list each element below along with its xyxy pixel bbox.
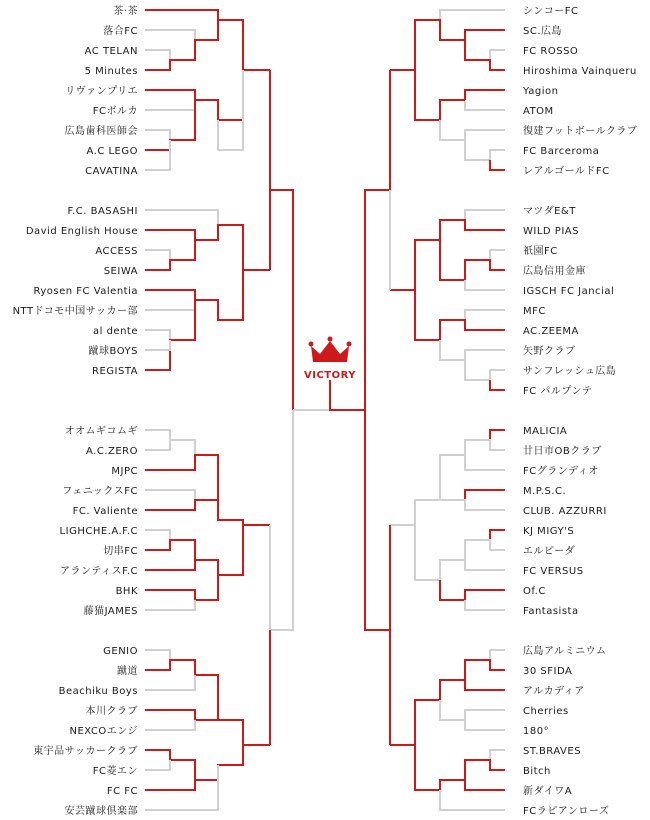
right-team-names: [522, 6, 637, 817]
right-team-name: エルピーダ: [523, 546, 576, 557]
left-team-name: フェニックスFC: [62, 486, 138, 497]
left-team-name: David English House: [25, 226, 138, 237]
left-team-name: 本川クラブ: [85, 706, 138, 717]
right-team-name: WILD PIAS: [523, 226, 579, 237]
crown-jewel-right: [347, 342, 352, 347]
left-team-name: 茶·茶: [113, 6, 138, 17]
left-team-name: 安芸蹴球倶楽部: [64, 806, 138, 817]
left-team-name: GENIO: [103, 646, 138, 657]
left-team-name: A.C LEGO: [86, 146, 138, 157]
left-team-name: FCボルカ: [92, 106, 138, 117]
left-team-name: 5 Minutes: [84, 66, 138, 77]
right-team-name: マツダE&T: [523, 206, 576, 217]
right-team-name: ATOM: [523, 106, 554, 117]
right-team-name: FCラピアンローズ: [523, 806, 610, 817]
right-team-name: Hiroshima Vainqueru: [523, 66, 637, 77]
right-team-name: 矢野クラブ: [523, 346, 576, 357]
left-team-name: F.C. BASASHI: [67, 206, 138, 217]
left-team-name: 切串FC: [103, 546, 138, 557]
right-team-name: IGSCH FC Jancial: [523, 286, 615, 297]
right-team-name: CLUB. AZZURRI: [523, 506, 607, 517]
right-team-name: 祇園FC: [523, 246, 558, 257]
left-team-name: CAVATINA: [85, 166, 138, 177]
right-team-name: アルカディア: [523, 686, 585, 697]
left-team-name: SEIWA: [103, 266, 138, 277]
right-team-name: KJ MIGY'S: [523, 526, 575, 537]
right-team-name: FC VERSUS: [523, 566, 584, 577]
left-team-name: FC FC: [106, 786, 138, 797]
left-team-name: NTTドコモ中国サッカー部: [12, 306, 138, 317]
left-team-names: [13, 4, 138, 817]
right-team-name: 広島信用金庫: [523, 266, 586, 277]
left-team-name: 広島歯科医師会: [64, 126, 138, 137]
right-team-name: Cherries: [523, 706, 569, 717]
right-team-name: Of.C: [523, 586, 546, 597]
right-team-name: サンフレッシュ広島: [523, 366, 617, 377]
bracket-lines: [145, 10, 505, 810]
right-team-name: 180°: [523, 726, 550, 737]
left-team-name: MJPC: [111, 466, 138, 477]
right-team-name: FC Barceroma: [523, 146, 600, 157]
right-team-name: M.P.S.C.: [523, 486, 567, 497]
right-team-name: シンコーFC: [523, 6, 579, 17]
right-team-name: Fantasista: [523, 606, 579, 617]
left-team-name: 東宇品サッカークラブ: [33, 746, 138, 757]
left-team-name: BHK: [115, 586, 138, 597]
left-team-name: REGISTA: [92, 366, 138, 377]
right-team-name: Yagion: [523, 86, 559, 97]
right-team-name: 廿日市OBクラブ: [523, 446, 602, 457]
right-team-name: ST.BRAVES: [523, 746, 582, 757]
left-team-name: オオムギコムギ: [64, 426, 138, 437]
left-team-name: Beachiku Boys: [58, 686, 138, 697]
left-team-name: リヴァンプリエ: [65, 86, 138, 97]
left-team-name: アランティスF.C: [59, 566, 138, 577]
left-team-name: 蹴道: [117, 666, 138, 677]
right-team-name: MFC: [523, 306, 546, 317]
left-team-name: LIGHCHE.A.F.C: [59, 526, 138, 537]
right-team-name: FCグランディオ: [523, 466, 599, 477]
right-team-name: FC パルプンテ: [523, 386, 593, 397]
left-team-name: 藤猫JAMES: [83, 606, 138, 617]
right-team-name: レアルゴールドFC: [523, 166, 610, 177]
left-team-name: 落合FC: [103, 26, 138, 37]
victory-crown: [304, 337, 356, 382]
left-team-name: 蹴球BOYS: [88, 346, 138, 357]
right-team-name: 30 SFIDA: [523, 666, 573, 677]
left-team-name: A.C.ZERO: [86, 446, 138, 457]
crown-jewel-center: [328, 337, 333, 342]
left-team-name: ACCESS: [95, 246, 138, 257]
right-team-name: AC.ZEEMA: [523, 326, 579, 337]
left-team-name: al dente: [93, 326, 138, 337]
right-team-name: SC.広島: [523, 26, 563, 37]
left-team-name: AC TELAN: [84, 46, 138, 57]
victory-label: VICTORY: [303, 370, 357, 381]
right-team-name: MALICIA: [523, 426, 568, 437]
right-team-name: 新ダイワA: [523, 786, 573, 797]
left-team-name: FC. Valiente: [72, 506, 138, 517]
left-team-name: NEXCOエンジ: [69, 726, 138, 737]
left-team-name: FC菱エン: [92, 766, 138, 777]
right-team-name: 広島アルミニウム: [523, 646, 607, 657]
right-team-name: Bitch: [523, 766, 551, 777]
right-team-name: 復建フットボールクラブ: [523, 126, 638, 137]
crown-jewel-left: [309, 342, 314, 347]
left-team-name: Ryosen FC Valentia: [33, 286, 138, 297]
right-team-name: FC ROSSO: [523, 46, 579, 57]
crown-icon: [311, 341, 349, 362]
